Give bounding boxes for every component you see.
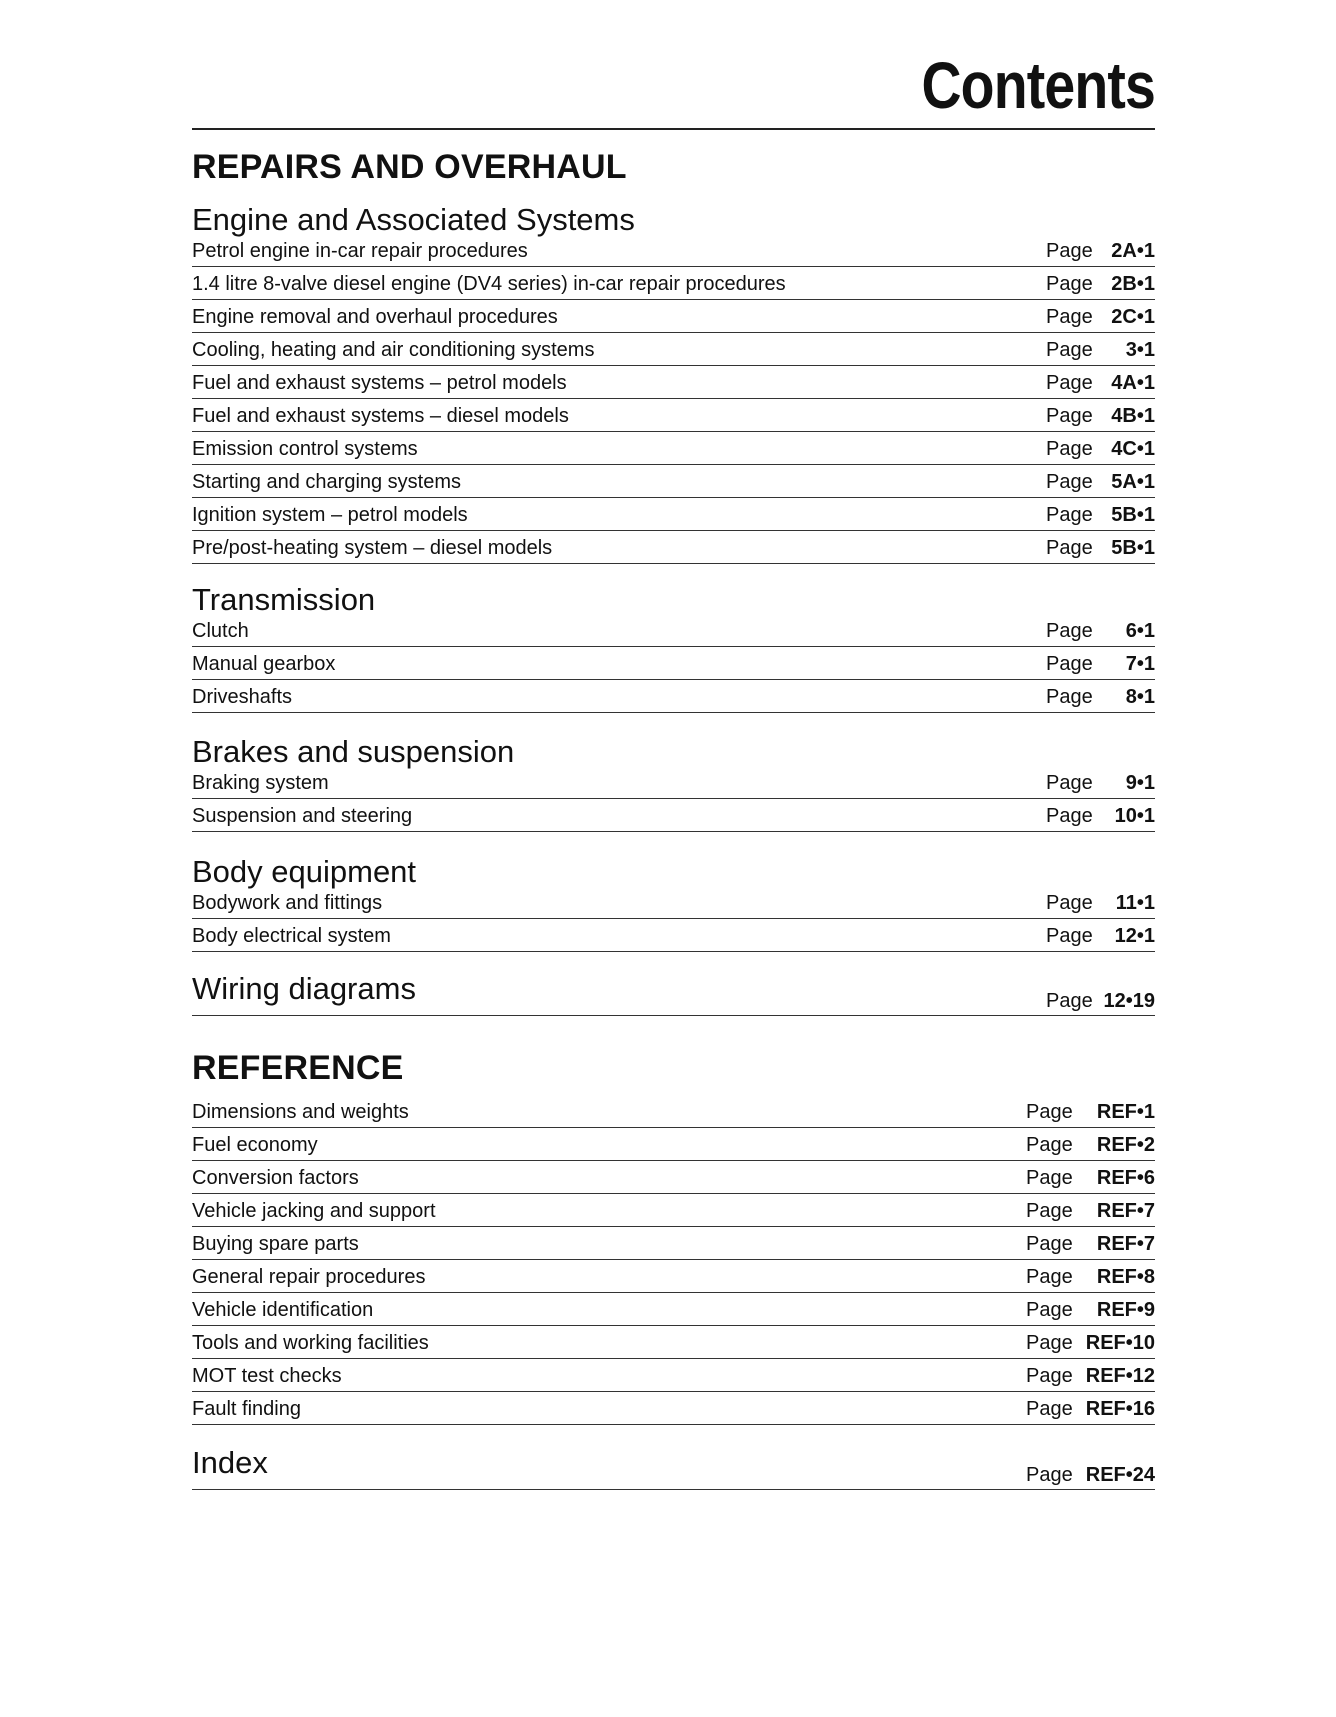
toc-label: Fault finding xyxy=(192,1398,301,1420)
toc-label: Petrol engine in-car repair procedures xyxy=(192,240,528,262)
toc-label: Conversion factors xyxy=(192,1167,359,1189)
toc-row[interactable] xyxy=(192,919,1155,952)
section-heading-brakes: Brakes and suspension xyxy=(192,734,515,769)
page-ref[interactable]: 12•19 xyxy=(1103,990,1155,1012)
page-ref[interactable]: REF•7 xyxy=(1096,1233,1155,1255)
toc-row[interactable] xyxy=(192,1326,1155,1359)
toc-row[interactable] xyxy=(192,333,1155,366)
page-ref[interactable]: 2B•1 xyxy=(1111,273,1155,295)
page-ref[interactable]: 5A•1 xyxy=(1111,471,1155,493)
toc-label: Engine removal and overhaul procedures xyxy=(192,306,558,328)
toc-label: Manual gearbox xyxy=(192,653,336,675)
toc-row[interactable] xyxy=(192,1227,1155,1260)
page-ref[interactable]: 12•1 xyxy=(1114,925,1155,947)
toc-label: Ignition system – petrol models xyxy=(192,504,468,526)
page-word: Page xyxy=(1046,653,1093,675)
toc-label: 1.4 litre 8-valve diesel engine (DV4 series) in-car repair procedures xyxy=(192,273,786,295)
page-word: Page xyxy=(1046,504,1093,526)
page-word: Page xyxy=(1026,1266,1073,1288)
toc-list-engine xyxy=(192,234,1155,564)
page-word: Page xyxy=(1046,990,1093,1012)
toc-row[interactable] xyxy=(192,766,1155,799)
section-heading-index: Index xyxy=(192,1445,268,1480)
page-word: Page xyxy=(1026,1233,1073,1255)
section-heading-engine: Engine and Associated Systems xyxy=(192,202,635,237)
toc-label: Pre/post-heating system – diesel models xyxy=(192,537,553,559)
toc-label: Dimensions and weights xyxy=(192,1101,409,1123)
toc-label: Braking system xyxy=(192,772,329,794)
page-ref[interactable]: 4C•1 xyxy=(1111,438,1155,460)
page-word: Page xyxy=(1046,772,1093,794)
page-ref[interactable]: REF•8 xyxy=(1096,1266,1155,1288)
toc-row[interactable] xyxy=(192,498,1155,531)
toc-row[interactable] xyxy=(192,1359,1155,1392)
page-ref[interactable]: REF•10 xyxy=(1085,1332,1155,1354)
page-ref[interactable]: 7•1 xyxy=(1125,653,1155,675)
section-body xyxy=(192,856,1155,952)
page-ref[interactable]: REF•24 xyxy=(1085,1464,1155,1486)
page-ref[interactable]: REF•7 xyxy=(1096,1200,1155,1222)
section-index[interactable] xyxy=(192,1447,1155,1490)
toc-row[interactable] xyxy=(192,465,1155,498)
page-ref[interactable]: 4B•1 xyxy=(1111,405,1155,427)
page-ref[interactable]: REF•16 xyxy=(1085,1398,1155,1420)
toc-row[interactable] xyxy=(192,234,1155,267)
page-word: Page xyxy=(1046,686,1093,708)
toc-row[interactable] xyxy=(192,1293,1155,1326)
page-word: Page xyxy=(1026,1398,1073,1420)
section-heading-transmission: Transmission xyxy=(192,582,376,617)
section-transmission xyxy=(192,584,1155,713)
repairs-part xyxy=(192,148,1155,1012)
page-ref[interactable]: REF•1 xyxy=(1096,1101,1155,1123)
toc-row[interactable] xyxy=(192,1161,1155,1194)
toc-row[interactable] xyxy=(192,647,1155,680)
page-ref[interactable]: REF•2 xyxy=(1096,1134,1155,1156)
toc-label: MOT test checks xyxy=(192,1365,342,1387)
page-ref[interactable]: 3•1 xyxy=(1125,339,1155,361)
section-heading-wiring: Wiring diagrams xyxy=(192,971,416,1006)
part-heading-reference: REFERENCE xyxy=(192,1049,404,1087)
page-word: Page xyxy=(1046,925,1093,947)
toc-label: Suspension and steering xyxy=(192,805,413,827)
toc-list-body xyxy=(192,886,1155,952)
page-word: Page xyxy=(1046,372,1093,394)
page-word: Page xyxy=(1026,1365,1073,1387)
page-ref[interactable]: 2C•1 xyxy=(1111,306,1155,328)
toc-row[interactable] xyxy=(192,432,1155,465)
page-word: Page xyxy=(1026,1167,1073,1189)
toc-row[interactable] xyxy=(192,1260,1155,1293)
toc-row[interactable] xyxy=(192,1194,1155,1227)
toc-label: Clutch xyxy=(192,620,249,642)
page-word: Page xyxy=(1046,471,1093,493)
page-word: Page xyxy=(1026,1464,1073,1486)
page-ref[interactable]: 9•1 xyxy=(1125,772,1155,794)
toc-label: Driveshafts xyxy=(192,686,293,708)
toc-label: Starting and charging systems xyxy=(192,471,462,493)
toc-list-transmission xyxy=(192,614,1155,713)
part-heading-repairs: REPAIRS AND OVERHAUL xyxy=(192,148,627,186)
toc-label: General repair procedures xyxy=(192,1266,426,1288)
toc-label: Buying spare parts xyxy=(192,1233,359,1255)
toc-row[interactable] xyxy=(192,399,1155,432)
page-ref[interactable]: 5B•1 xyxy=(1111,504,1155,526)
toc-list-brakes xyxy=(192,766,1155,832)
toc-row[interactable] xyxy=(192,267,1155,300)
page-word: Page xyxy=(1046,892,1093,914)
reference-part xyxy=(192,1049,1155,1486)
toc-label: Emission control systems xyxy=(192,438,418,460)
toc-label: Fuel and exhaust systems – diesel models xyxy=(192,405,569,427)
page-word: Page xyxy=(1026,1299,1073,1321)
page-ref[interactable]: 8•1 xyxy=(1125,686,1155,708)
toc-label: Bodywork and fittings xyxy=(192,892,383,914)
toc-row[interactable] xyxy=(192,1095,1155,1128)
page-word: Page xyxy=(1046,620,1093,642)
toc-row[interactable] xyxy=(192,531,1155,564)
toc-row[interactable] xyxy=(192,614,1155,647)
page-word: Page xyxy=(1026,1134,1073,1156)
page-word: Page xyxy=(1026,1101,1073,1123)
toc-row[interactable] xyxy=(192,300,1155,333)
title-rule xyxy=(192,128,1155,130)
section-heading-body: Body equipment xyxy=(192,854,417,889)
page-ref[interactable]: 10•1 xyxy=(1114,805,1155,827)
toc-label: Tools and working facilities xyxy=(192,1332,429,1354)
page-ref[interactable]: 2A•1 xyxy=(1111,240,1155,262)
page-ref[interactable]: 6•1 xyxy=(1125,620,1155,642)
page-word: Page xyxy=(1046,240,1093,262)
page-word: Page xyxy=(1046,405,1093,427)
page-ref[interactable]: REF•9 xyxy=(1096,1299,1155,1321)
toc-label: Fuel and exhaust systems – petrol models xyxy=(192,372,567,394)
toc-row[interactable] xyxy=(192,1392,1155,1425)
toc-row[interactable] xyxy=(192,1128,1155,1161)
toc-row[interactable] xyxy=(192,886,1155,919)
toc-label: Vehicle identification xyxy=(192,1299,374,1321)
toc-label: Fuel economy xyxy=(192,1134,318,1156)
section-engine xyxy=(192,204,1155,564)
page-word: Page xyxy=(1046,273,1093,295)
page-word: Page xyxy=(1026,1332,1073,1354)
page-ref[interactable]: REF•6 xyxy=(1096,1167,1155,1189)
section-wiring[interactable] xyxy=(192,973,1155,1016)
page-word: Page xyxy=(1046,438,1093,460)
page-word: Page xyxy=(1046,537,1093,559)
page-title: Contents xyxy=(921,48,1155,122)
toc-label: Vehicle jacking and support xyxy=(192,1200,436,1222)
page-word: Page xyxy=(1046,306,1093,328)
toc-row[interactable] xyxy=(192,366,1155,399)
page-word: Page xyxy=(1046,339,1093,361)
page-ref[interactable]: 11•1 xyxy=(1115,892,1155,914)
toc-row[interactable] xyxy=(192,799,1155,832)
section-brakes xyxy=(192,736,1155,832)
page-word: Page xyxy=(1026,1200,1073,1222)
page-word: Page xyxy=(1046,805,1093,827)
toc-label: Cooling, heating and air conditioning systems xyxy=(192,339,595,361)
toc-label: Body electrical system xyxy=(192,925,391,947)
page-ref[interactable]: 5B•1 xyxy=(1111,537,1155,559)
toc-list-reference xyxy=(192,1095,1155,1425)
page-ref[interactable]: REF•12 xyxy=(1085,1365,1155,1387)
page-ref[interactable]: 4A•1 xyxy=(1111,372,1155,394)
toc-row[interactable] xyxy=(192,680,1155,713)
